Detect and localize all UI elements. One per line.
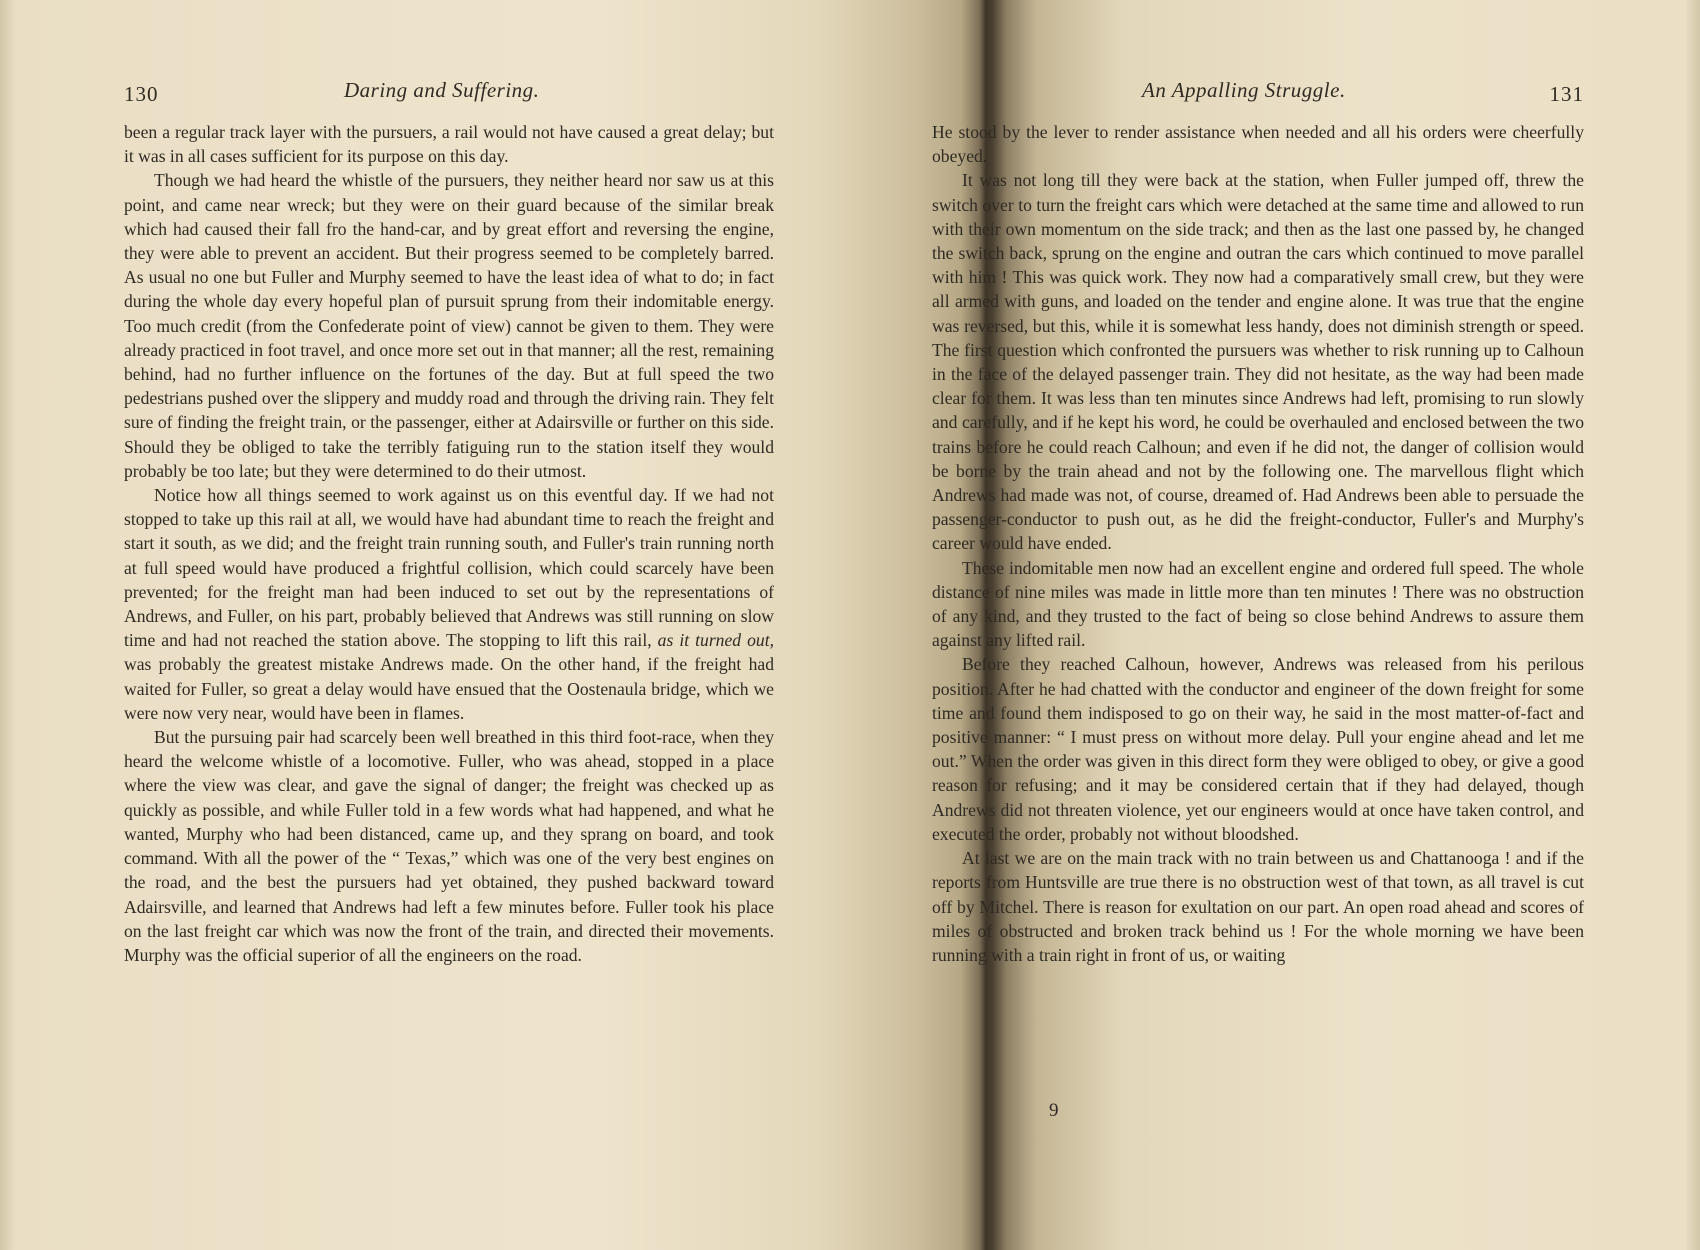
paragraph: At last we are on the main track with no train between us and Chattanooga ! and if the reports from Huntsville are true there is no obstruction west of that town, as all travel is cut off by Mitchel. There is reason for exultation on our part. An open road ahead and scores of miles of obstructed and broken track behind us ! For the whole morning we have been running with a train right in front of us, or waiting — [932, 848, 1584, 965]
paragraph — [124, 483, 774, 725]
left-page-body — [124, 120, 774, 967]
page-edge-right — [1686, 0, 1700, 1250]
left-page — [124, 74, 774, 967]
paragraph: been a regular track layer with the pursuers, a rail would not have caused a great delay; but it was in all cases sufficient for its purpose on this day. — [124, 122, 774, 167]
right-page-number: 131 — [1549, 82, 1584, 106]
paragraph: He stood by the lever to render assistance when needed and all his orders were cheerfully obeyed. — [932, 122, 1584, 167]
paragraph: These indomitable men now had an excellent engine and ordered full speed. The whole distance of nine miles was made in little more than ten minutes ! There was no obstruction of any kind, and they trusted to the fact of being so close behind Andrews to assure them against any lifted rail. — [932, 557, 1584, 651]
right-page — [932, 74, 1584, 967]
left-running-title: Daring and Suffering. — [344, 78, 540, 102]
page-edge-left — [0, 0, 14, 1250]
right-running-title: An Appalling Struggle. — [1142, 78, 1346, 102]
right-page-header — [932, 74, 1584, 114]
left-page-header — [124, 74, 774, 114]
paragraph: Though we had heard the whistle of the pursuers, they neither heard nor saw us at this point, and came near wreck; but they were on their guard because of the similar break which had caused their fall fro the hand-car, and by great effort and reversing the engine, they were able to prevent an accident. But their progress seemed to be completely barred. As usual no one but Fuller and Murphy seemed to have the least idea of what to do; in fact during the whole day every hopeful plan of pursuit sprung from their indomitable energy. Too much credit (from the Confederate point of view) cannot be given to them. They were already practiced in foot travel, and once more set out in that manner; all the rest, remaining behind, had no further influence on the fortunes of the day. But at full speed the two pedestrians pushed over the slippery and muddy road and through the driving rain. They felt sure of finding the freight train, or the passenger, either at Adairsville or further on this side. Should they be obliged to take the terribly fatiguing run to the station itself they would probably be too late; but they were determined to do their utmost. — [124, 170, 774, 481]
paragraph-text: was probably the greatest mistake Andrews made. On the other hand, if the freight had waited for Fuller, so great a delay would have ensued that the Oostenaula bridge, which we were now very near, would have been in flames. — [124, 654, 774, 723]
paragraph: Before they reached Calhoun, however, Andrews was released from his perilous position. After he had chatted with the conductor and engineer of the down freight for some time and found them indisposed to go on their way, he said in the most matter-of-fact and positive manner: “ I must press on without more delay. Pull your engine ahead and let me out.” When the order was given in this direct form they were obliged to obey, or give a good reason for refusing; and it may be considered certain that if they had delayed, though Andrews did not threaten violence, yet our engineers would at once have taken control, and executed the order, probably not without bloodshed. — [932, 654, 1584, 844]
right-page-body — [932, 120, 1584, 967]
italic-phrase: as it turned out, — [657, 630, 774, 651]
paragraph: But the pursuing pair had scarcely been well breathed in this third foot-race, when they heard the welcome whistle of a locomotive. Fuller, who was ahead, stopped in a place where the view was clear, and gave the signal of danger; the freight was checked up as quickly as possible, and while Fuller told in a few words what had happened, and what he wanted, Murphy who had been distanced, came up, and they sprang on board, and took command. With all the power of the “ Texas,” which was one of the very best engines on the road, and the best the pursuers had yet obtained, they pushed backward toward Adairsville, and learned that Andrews had left a few minutes before. Fuller took his place on the last freight car which was now the front of the train, and directed their movements. Murphy was the official superior of all the engineers on the road. — [124, 727, 774, 965]
paragraph: It was not long till they were back at the station, when Fuller jumped off, threw the switch over to turn the freight cars which were detached at the same time and allowed to run with their own momentum on the side track; and then as the last one passed by, he changed the switch back, sprung on the engine and outran the cars which continued to move parallel with him ! This was quick work. They now had a comparatively small crew, but they were all armed with guns, and loaded on the tender and engine alone. It was true that the engine was reversed, but this, while it is somewhat less handy, does not diminish strength or speed. The first question which confronted the pursuers was whether to risk running up to Calhoun in the face of the delayed passenger train. They did not hesitate, as the way had been made clear for them. It was less than ten minutes since Andrews had left, promising to run slowly and carefully, and if he kept his word, he could be overhauled and enclosed between the two trains before he could reach Calhoun; and even if he did not, the danger of collision would be borne by the train ahead and not by the following one. The marvellous flight which Andrews had made was not, of course, dreamed of. Had Andrews been able to persuade the passenger-conductor to push out, as he did the freight-conductor, Fuller's and Murphy's career would have ended. — [932, 170, 1584, 554]
signature-mark: 9 — [1049, 1100, 1059, 1121]
left-page-number: 130 — [124, 82, 159, 106]
paragraph-text: Notice how all things seemed to work against us on this eventful day. If we had not stopped to take up this rail at all, we would have had abundant time to reach the freight and start it south, as we did; and the freight train running south, and Fuller's train running north at full speed would have produced a frightful collision, which could scarcely have been prevented; for the freight man had been induced to set out by the representations of Andrews, and Fuller, on his part, probably believed that Andrews was still running on slow time and had not reached the station above. The stopping to lift this rail, — [124, 485, 774, 651]
